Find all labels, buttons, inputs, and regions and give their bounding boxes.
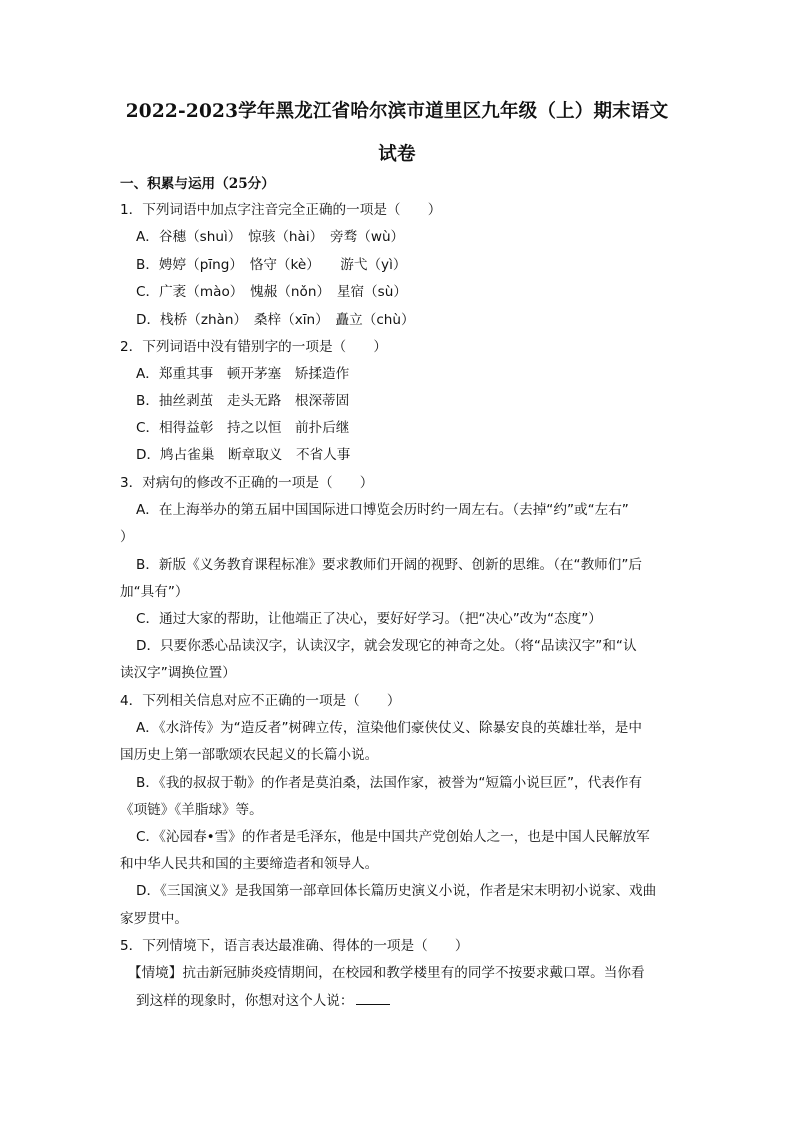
question-3-option-d: D．只要你悉心品读汉字，认读汉字，就会发现它的神奇之处。（将“品读汉字”和“认 (136, 638, 637, 654)
question-4-option-d-cont: 家罗贯中。 (120, 911, 188, 927)
question-3-stem: 3．对病句的修改不正确的一项是（ ） (120, 475, 374, 491)
question-2-option-d: D．鸠占雀巢 断章取义 不省人事 (136, 447, 351, 463)
page-title-line2: 试卷 (378, 144, 416, 165)
question-4-option-c: C．《沁园春•雪》的作者是毛泽东，他是中国共产党创始人之一，也是中国人民解放军 (136, 829, 650, 845)
question-3-option-c: C．通过大家的帮助，让他端正了决心，要好好学习。（把“决心”改为“态度”） (136, 611, 602, 627)
question-4-option-a: A．《水浒传》为“造反者”树碑立传，渲染他们豪侠仗义、除暴安良的英雄壮举，是中 (136, 720, 642, 736)
question-3-option-a: A．在上海举办的第五届中国国际进口博览会历时约一周左右。（去掉“约”或“左右” (136, 502, 629, 518)
question-4-stem: 4．下列相关信息对应不正确的一项是（ ） (120, 693, 401, 709)
page-title-line1: 2022-2023学年黑龙江省哈尔滨市道里区九年级（上）期末语文 (125, 101, 669, 122)
question-4-option-b: B．《我的叔叔于勒》的作者是莫泊桑，法国作家，被誉为“短篇小说巨匠”，代表作有 (136, 775, 642, 791)
question-5-context-text: 到这样的现象时，你想对这个人说： (136, 993, 354, 1009)
question-1-option-b: B．娉婷（pīng） 恪守（kè） 游弋（yì） (136, 257, 407, 273)
question-4-option-c-cont: 和中华人民共和国的主要缔造者和领导人。 (120, 856, 379, 872)
question-5-stem: 5．下列情境下，语言表达最准确、得体的一项是（ ） (120, 938, 469, 954)
question-3-option-a-cont: ） (120, 529, 134, 545)
answer-blank[interactable] (356, 992, 390, 1005)
question-4-option-a-cont: 国历史上第一部歌颂农民起义的长篇小说。 (120, 747, 379, 763)
question-1-option-c: C．广袤（mào） 愧赧（nǒn） 星宿（sù） (136, 284, 407, 300)
question-4-option-b-cont: 《项链》《羊脂球》等。 (120, 802, 263, 818)
section-heading: 一、积累与运用（25分） (120, 176, 275, 192)
question-2-stem: 2．下列词语中没有错别字的一项是（ ） (120, 339, 387, 355)
question-5-context-cont (136, 992, 390, 1010)
question-5-context: 【情境】抗击新冠肺炎疫情期间，在校园和教学楼里有的同学不按要求戴口罩。当你看 (128, 965, 645, 981)
question-3-option-b: B．新版《义务教育课程标准》要求教师们开阔的视野、创新的思维。（在“教师们”后 (136, 557, 642, 573)
question-2-option-b: B．抽丝剥茧 走头无路 根深蒂固 (136, 393, 350, 409)
question-3-option-b-cont: 加“具有”） (120, 584, 189, 600)
question-1-option-a: A．谷穗（shuì） 惊骇（hài） 旁骛（wù） (136, 229, 405, 245)
question-3-option-d-cont: 读汉字”调换位置） (120, 665, 236, 681)
question-2-option-a: A．郑重其事 顿开茅塞 矫揉造作 (136, 366, 350, 382)
question-2-option-c: C．相得益彰 持之以恒 前扑后继 (136, 420, 350, 436)
question-1-stem: 1．下列词语中加点字注音完全正确的一项是（ ） (120, 202, 442, 218)
question-4-option-d: D．《三国演义》是我国第一部章回体长篇历史演义小说，作者是宋末明初小说家、戏曲 (136, 883, 657, 899)
question-1-option-d: D．栈桥（zhàn） 桑梓（xīn） 矗立（chù） (136, 312, 415, 328)
